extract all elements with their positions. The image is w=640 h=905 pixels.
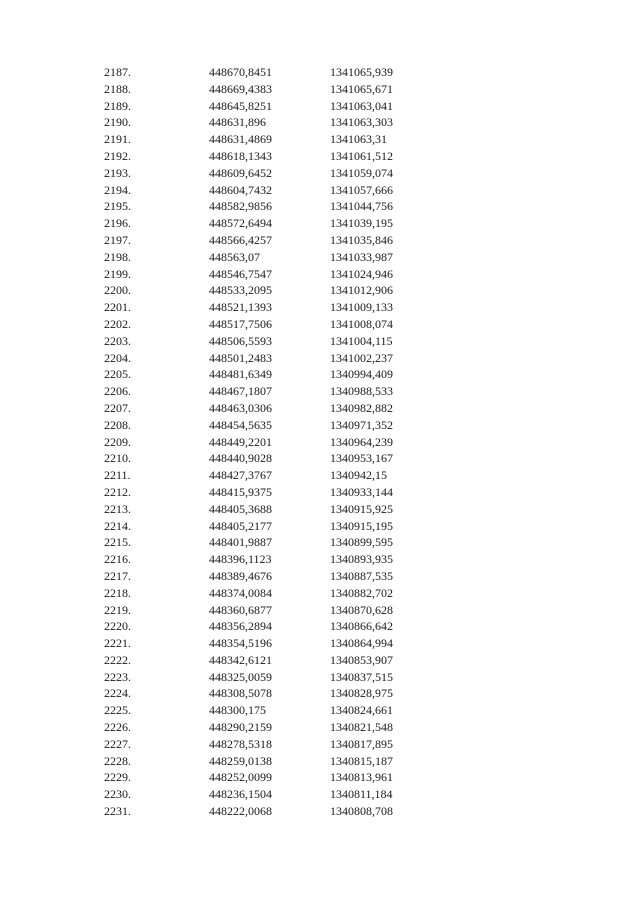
- row-number: 2231.: [104, 804, 131, 819]
- x-coordinate: 448278,5318: [209, 736, 272, 751]
- x-coordinate: 448427,3767: [209, 468, 272, 483]
- x-coordinate: 448342,6121: [209, 652, 272, 667]
- x-coordinate: 448546,7547: [209, 266, 272, 281]
- x-coordinate: 448645,8251: [209, 98, 272, 113]
- row-number: 2219.: [104, 602, 131, 617]
- x-coordinate: 448405,3688: [209, 501, 272, 516]
- row-number: 2202.: [104, 316, 131, 331]
- table-row: [0, 114, 640, 131]
- y-coordinate: 1340811,184: [330, 787, 393, 802]
- row-number: 2215.: [104, 535, 131, 550]
- y-coordinate: 1341059,074: [330, 165, 393, 180]
- row-number: 2201.: [104, 300, 131, 315]
- row-number: 2221.: [104, 636, 131, 651]
- table-row: [0, 182, 640, 199]
- y-coordinate: 1340813,961: [330, 770, 393, 785]
- table-row: [0, 635, 640, 652]
- x-coordinate: 448670,8451: [209, 65, 272, 79]
- row-number: 2216.: [104, 552, 131, 567]
- x-coordinate: 448604,7432: [209, 182, 272, 197]
- table-row: [0, 417, 640, 434]
- table-row: [0, 316, 640, 333]
- y-coordinate: 1340982,882: [330, 400, 393, 415]
- table-row: [0, 467, 640, 484]
- row-number: 2229.: [104, 770, 131, 785]
- y-coordinate: 1340866,642: [330, 619, 393, 634]
- y-coordinate: 1341002,237: [330, 350, 393, 365]
- table-row: [0, 769, 640, 786]
- table-row: [0, 131, 640, 148]
- row-number: 2211.: [104, 468, 131, 483]
- row-number: 2226.: [104, 720, 131, 735]
- table-row: [0, 602, 640, 619]
- row-number: 2217.: [104, 568, 131, 583]
- x-coordinate: 448354,5196: [209, 636, 272, 651]
- table-row: [0, 450, 640, 467]
- table-row: [0, 215, 640, 232]
- row-number: 2203.: [104, 333, 131, 348]
- x-coordinate: 448517,7506: [209, 316, 272, 331]
- y-coordinate: 1340824,661: [330, 703, 393, 718]
- x-coordinate: 448609,6452: [209, 165, 272, 180]
- table-row: [0, 282, 640, 299]
- table-row: [0, 81, 640, 98]
- y-coordinate: 1340882,702: [330, 585, 393, 600]
- y-coordinate: 1341035,846: [330, 232, 393, 247]
- y-coordinate: 1340808,708: [330, 804, 393, 819]
- y-coordinate: 1340988,533: [330, 384, 393, 399]
- x-coordinate: 448582,9856: [209, 199, 272, 214]
- y-coordinate: 1340828,975: [330, 686, 393, 701]
- table-row: [0, 753, 640, 770]
- row-number: 2198.: [104, 249, 131, 264]
- row-number: 2230.: [104, 787, 131, 802]
- x-coordinate: 448563,07: [209, 249, 260, 264]
- table-row: [0, 803, 640, 820]
- y-coordinate: 1341057,666: [330, 182, 393, 197]
- coordinate-table: [0, 64, 640, 820]
- row-number: 2199.: [104, 266, 131, 281]
- y-coordinate: 1341033,987: [330, 249, 393, 264]
- x-coordinate: 448481,6349: [209, 367, 272, 382]
- table-row: [0, 98, 640, 115]
- x-coordinate: 448440,9028: [209, 451, 272, 466]
- table-row: [0, 534, 640, 551]
- y-coordinate: 1340817,895: [330, 736, 393, 751]
- table-row: [0, 165, 640, 182]
- row-number: 2220.: [104, 619, 131, 634]
- table-row: [0, 148, 640, 165]
- table-row: [0, 669, 640, 686]
- table-row: [0, 518, 640, 535]
- x-coordinate: 448521,1393: [209, 300, 272, 315]
- y-coordinate: 1340964,239: [330, 434, 393, 449]
- table-row: [0, 232, 640, 249]
- table-row: [0, 249, 640, 266]
- x-coordinate: 448449,2201: [209, 434, 272, 449]
- y-coordinate: 1341044,756: [330, 199, 393, 214]
- table-row: [0, 333, 640, 350]
- row-number: 2204.: [104, 350, 131, 365]
- x-coordinate: 448405,2177: [209, 518, 272, 533]
- y-coordinate: 1340994,409: [330, 367, 393, 382]
- x-coordinate: 448631,4869: [209, 132, 272, 147]
- row-number: 2188.: [104, 81, 131, 96]
- table-row: [0, 719, 640, 736]
- x-coordinate: 448360,6877: [209, 602, 272, 617]
- row-number: 2205.: [104, 367, 131, 382]
- table-row: [0, 299, 640, 316]
- row-number: 2195.: [104, 199, 131, 214]
- y-coordinate: 1340899,595: [330, 535, 393, 550]
- table-row: [0, 266, 640, 283]
- x-coordinate: 448454,5635: [209, 417, 272, 432]
- row-number: 2210.: [104, 451, 131, 466]
- row-number: 2213.: [104, 501, 131, 516]
- table-row: [0, 501, 640, 518]
- y-coordinate: 1341065,939: [330, 65, 393, 79]
- table-row: [0, 366, 640, 383]
- table-row: [0, 64, 640, 81]
- x-coordinate: 448566,4257: [209, 232, 272, 247]
- y-coordinate: 1340815,187: [330, 753, 393, 768]
- x-coordinate: 448389,4676: [209, 568, 272, 583]
- y-coordinate: 1340942,15: [330, 468, 387, 483]
- y-coordinate: 1340915,925: [330, 501, 393, 516]
- row-number: 2194.: [104, 182, 131, 197]
- table-row: [0, 585, 640, 602]
- row-number: 2225.: [104, 703, 131, 718]
- y-coordinate: 1340893,935: [330, 552, 393, 567]
- row-number: 2207.: [104, 400, 131, 415]
- y-coordinate: 1341012,906: [330, 283, 393, 298]
- y-coordinate: 1341063,303: [330, 115, 393, 130]
- table-row: [0, 568, 640, 585]
- row-number: 2196.: [104, 216, 131, 231]
- x-coordinate: 448618,1343: [209, 148, 272, 163]
- row-number: 2209.: [104, 434, 131, 449]
- x-coordinate: 448533,2095: [209, 283, 272, 298]
- y-coordinate: 1340853,907: [330, 652, 393, 667]
- y-coordinate: 1341061,512: [330, 148, 393, 163]
- table-row: [0, 786, 640, 803]
- table-row: [0, 702, 640, 719]
- row-number: 2222.: [104, 652, 131, 667]
- y-coordinate: 1340864,994: [330, 636, 393, 651]
- y-coordinate: 1341065,671: [330, 81, 393, 96]
- table-row: [0, 618, 640, 635]
- x-coordinate: 448222,0068: [209, 804, 272, 819]
- x-coordinate: 448506,5593: [209, 333, 272, 348]
- row-number: 2190.: [104, 115, 131, 130]
- x-coordinate: 448259,0138: [209, 753, 272, 768]
- y-coordinate: 1340837,515: [330, 669, 393, 684]
- table-row: [0, 434, 640, 451]
- x-coordinate: 448236,1504: [209, 787, 272, 802]
- row-number: 2200.: [104, 283, 131, 298]
- y-coordinate: 1341004,115: [330, 333, 393, 348]
- table-row: [0, 400, 640, 417]
- table-row: [0, 551, 640, 568]
- row-number: 2223.: [104, 669, 131, 684]
- x-coordinate: 448290,2159: [209, 720, 272, 735]
- x-coordinate: 448308,5078: [209, 686, 272, 701]
- table-row: [0, 736, 640, 753]
- y-coordinate: 1341039,195: [330, 216, 393, 231]
- x-coordinate: 448501,2483: [209, 350, 272, 365]
- y-coordinate: 1341009,133: [330, 300, 393, 315]
- row-number: 2212.: [104, 484, 131, 499]
- row-number: 2197.: [104, 232, 131, 247]
- x-coordinate: 448396,1123: [209, 552, 272, 567]
- row-number: 2227.: [104, 736, 131, 751]
- y-coordinate: 1341008,074: [330, 316, 393, 331]
- x-coordinate: 448669,4383: [209, 81, 272, 96]
- y-coordinate: 1340870,628: [330, 602, 393, 617]
- row-number: 2191.: [104, 132, 131, 147]
- row-number: 2214.: [104, 518, 131, 533]
- x-coordinate: 448325,0059: [209, 669, 272, 684]
- x-coordinate: 448374,0084: [209, 585, 272, 600]
- y-coordinate: 1340915,195: [330, 518, 393, 533]
- y-coordinate: 1340887,535: [330, 568, 393, 583]
- x-coordinate: 448631,896: [209, 115, 266, 130]
- x-coordinate: 448356,2894: [209, 619, 272, 634]
- table-row: [0, 484, 640, 501]
- y-coordinate: 1341063,041: [330, 98, 393, 113]
- y-coordinate: 1340953,167: [330, 451, 393, 466]
- table-row: [0, 685, 640, 702]
- row-number: 2206.: [104, 384, 131, 399]
- x-coordinate: 448572,6494: [209, 216, 272, 231]
- y-coordinate: 1341024,946: [330, 266, 393, 281]
- table-row: [0, 198, 640, 215]
- row-number: 2224.: [104, 686, 131, 701]
- x-coordinate: 448467,1807: [209, 384, 272, 399]
- y-coordinate: 1340821,548: [330, 720, 393, 735]
- row-number: 2189.: [104, 98, 131, 113]
- table-row: [0, 350, 640, 367]
- table-row: [0, 383, 640, 400]
- row-number: 2193.: [104, 165, 131, 180]
- y-coordinate: 1340933,144: [330, 484, 393, 499]
- x-coordinate: 448463,0306: [209, 400, 272, 415]
- y-coordinate: 1341063,31: [330, 132, 387, 147]
- row-number: 2228.: [104, 753, 131, 768]
- x-coordinate: 448300,175: [209, 703, 266, 718]
- row-number: 2208.: [104, 417, 131, 432]
- x-coordinate: 448401,9887: [209, 535, 272, 550]
- y-coordinate: 1340971,352: [330, 417, 393, 432]
- x-coordinate: 448415,9375: [209, 484, 272, 499]
- row-number: 2187.: [104, 65, 131, 79]
- row-number: 2218.: [104, 585, 131, 600]
- x-coordinate: 448252,0099: [209, 770, 272, 785]
- table-row: [0, 652, 640, 669]
- row-number: 2192.: [104, 148, 131, 163]
